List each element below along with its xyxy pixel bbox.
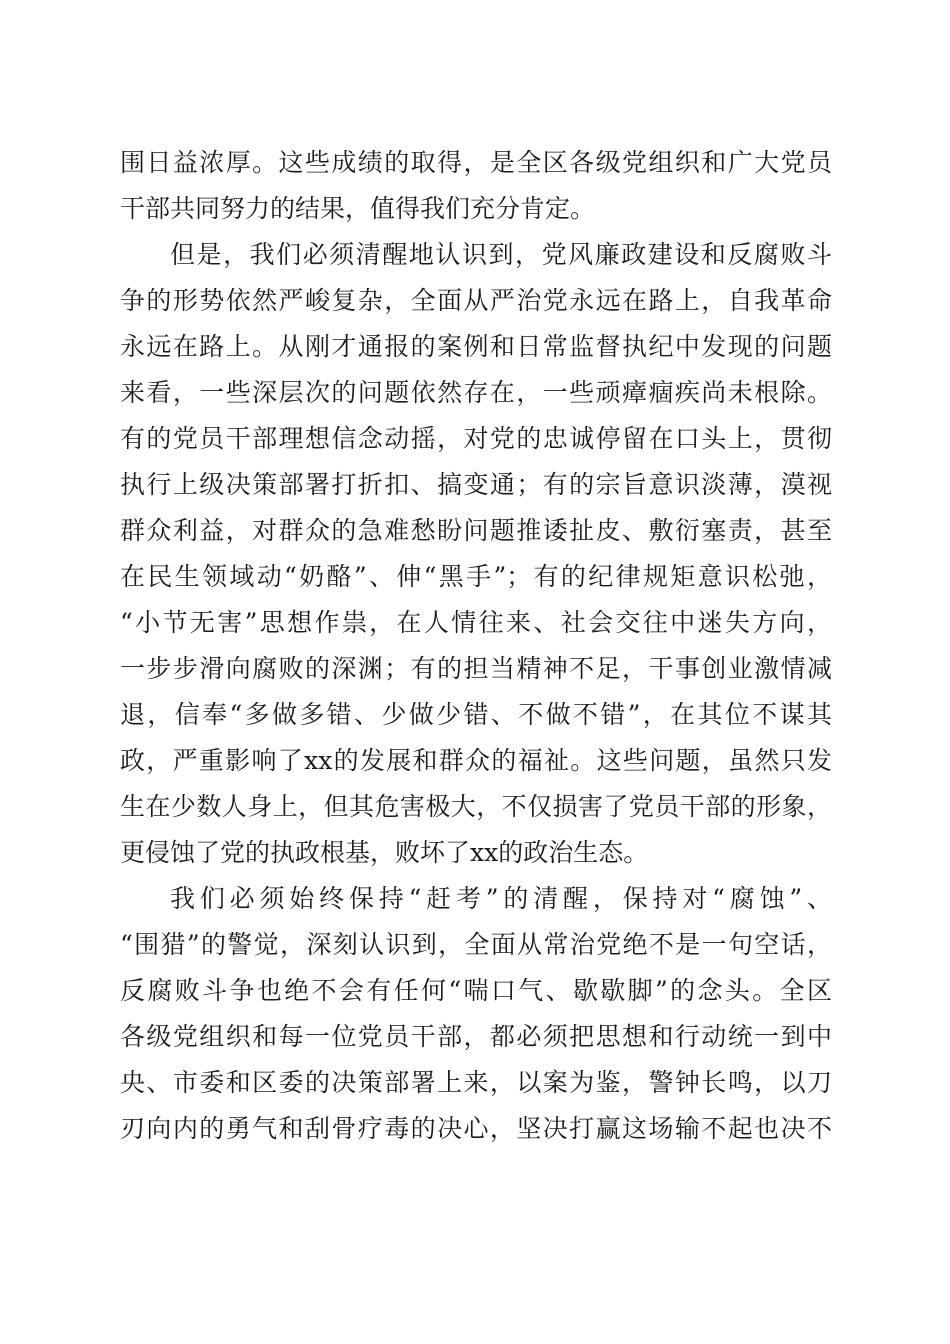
text-line: 反腐败斗争也绝不会有任何“喘口气、歇歇脚”的念头。全区 [120, 976, 832, 1005]
text-line: 干部共同努力的结果，值得我们充分肯定。 [120, 194, 596, 223]
text-line: 央、市委和区委的决策部署上来，以案为鉴，警钟长鸣，以刀 [120, 1068, 832, 1097]
text-line: 刃向内的勇气和刮骨疗毒的决心，坚决打赢这场输不起也决不 [120, 1114, 832, 1143]
text-line: 更侵蚀了党的执政根基，败坏了xx的政治生态。 [120, 838, 649, 867]
text-line: 各级党组织和每一位党员干部，都必须把思想和行动统一到中 [120, 1022, 832, 1051]
text-line: 生在少数人身上，但其危害极大，不仅损害了党员干部的形象， [120, 792, 832, 821]
text-line: 永远在路上。从刚才通报的案例和日常监督执纪中发现的问题 [120, 332, 832, 361]
text-line: 有的党员干部理想信念动摇，对党的忠诚停留在口头上，贯彻 [120, 424, 832, 453]
text-line: 政，严重影响了xx的发展和群众的福祉。这些问题，虽然只发 [120, 746, 832, 775]
text-line: 争的形势依然严峻复杂，全面从严治党永远在路上，自我革命 [120, 286, 832, 315]
text-line: “围猎”的警觉，深刻认识到，全面从常治党绝不是一句空话， [120, 930, 832, 959]
body-text [120, 140, 832, 1152]
text-line: 一步步滑向腐败的深渊；有的担当精神不足，干事创业激情减 [120, 654, 832, 683]
paragraph-start-line: 我们必须始终保持“赶考”的清醒，保持对“腐蚀”、 [170, 884, 832, 913]
text-line: 在民生领域动“奶酪”、伸“黑手”；有的纪律规矩意识松弛， [120, 562, 832, 591]
text-line: 围日益浓厚。这些成绩的取得，是全区各级党组织和广大党员 [120, 148, 832, 177]
text-line: 群众利益，对群众的急难愁盼问题推诿扯皮、敷衍塞责，甚至 [120, 516, 832, 545]
text-line: 退，信奉“多做多错、少做少错、不做不错”，在其位不谋其 [120, 700, 832, 729]
text-line: 来看，一些深层次的问题依然存在，一些顽瘴痼疾尚未根除。 [120, 378, 832, 407]
text-line: 执行上级决策部署打折扣、搞变通；有的宗旨意识淡薄，漠视 [120, 470, 832, 499]
paragraph-start-line: 但是，我们必须清醒地认识到，党风廉政建设和反腐败斗 [170, 240, 832, 269]
text-line: “小节无害”思想作祟，在人情往来、社会交往中迷失方向， [120, 608, 832, 637]
